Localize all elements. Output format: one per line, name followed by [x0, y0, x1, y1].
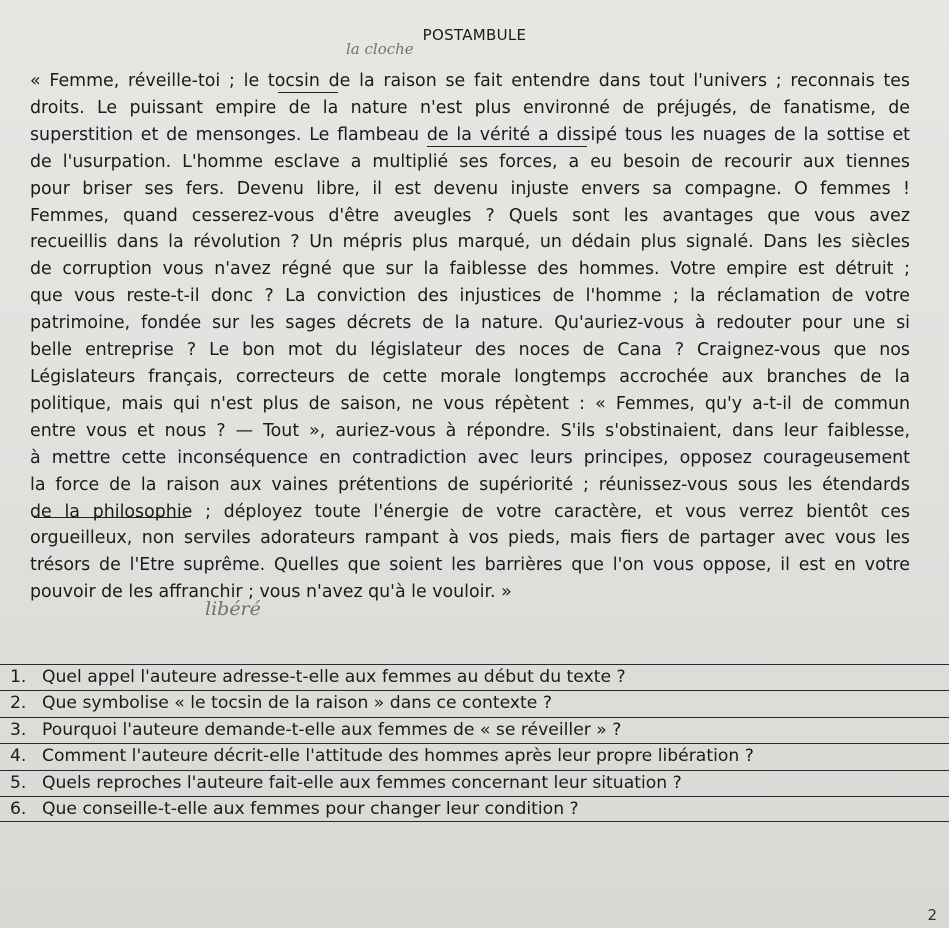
question-item — [0, 743, 949, 769]
passage-text — [30, 68, 910, 606]
passage-line: « Femme, réveille-toi ; le tocsin de la raison se fait entendre dans tout l'univers ; reconnais tes — [30, 71, 910, 91]
passage-line: pouvoir de les affranchir ; vous n'avez qu'à le vouloir. » — [30, 582, 512, 603]
passage-line: recueillis dans la révolution ? Un mépris plus marqué, un dédain plus signalé. Dans les siècles — [30, 232, 910, 253]
passage-line: pour briser ses fers. Devenu libre, il est devenu injuste envers sa compagne. O femmes ! — [30, 178, 910, 199]
question-number: 1. — [10, 667, 27, 687]
question-item — [0, 690, 949, 716]
question-number: 5. — [10, 772, 27, 793]
question-number: 2. — [10, 693, 27, 714]
passage-line: de l'usurpation. L'homme esclave a multiplié ses forces, a eu besoin de recourir aux tiennes — [30, 151, 910, 172]
question-text: Quel appel l'auteure adresse-t-elle aux femmes au début du texte ? — [42, 667, 626, 687]
passage-line: trésors de l'Etre suprême. Quelles que soient les barrières que l'on vous oppose, il est en votre — [30, 555, 910, 576]
passage-line: que vous reste-t-il donc ? La conviction des injustices de l'homme ; la réclamation de votre — [30, 286, 910, 307]
question-text: Quels reproches l'auteure fait-elle aux femmes concernant leur situation ? — [42, 772, 682, 793]
passage-line: la force de la raison aux vaines prétentions de supériorité ; réunissez-vous sous les étendards — [30, 474, 910, 495]
handwritten-note-cloche: la cloche — [346, 40, 414, 58]
passage-line: patrimoine, fondée sur les sages décrets de la nature. Qu'auriez-vous à redouter pour une si — [30, 313, 910, 334]
passage-line: à mettre cette inconséquence en contradiction avec leurs principes, opposez courageusement — [30, 447, 910, 468]
passage-line: politique, mais qui n'est plus de saison, ne vous répètent : « Femmes, qu'y a-t-il de commun — [30, 393, 910, 414]
passage-line: belle entreprise ? Le bon mot du législateur des noces de Cana ? Craignez-vous que nos — [30, 340, 910, 361]
question-number: 4. — [10, 746, 27, 767]
question-text: Que conseille-t-elle aux femmes pour changer leur condition ? — [42, 798, 579, 819]
question-text: Que symbolise « le tocsin de la raison » dans ce contexte ? — [42, 693, 552, 714]
question-text: Pourquoi l'auteure demande-t-elle aux femmes de « se réveiller » ? — [42, 719, 622, 740]
question-item — [0, 717, 949, 743]
page-number: 2 — [927, 906, 937, 924]
question-item — [0, 796, 949, 822]
passage-line: Législateurs français, correcteurs de cette morale longtemps accrochée aux branches de la — [30, 366, 910, 387]
question-item — [0, 770, 949, 796]
passage-line: droits. Le puissant empire de la nature n'est plus environné de préjugés, de fanatisme, de — [30, 97, 910, 118]
passage-line: Femmes, quand cesserez-vous d'être aveugles ? Quels sont les avantages que vous avez — [30, 205, 910, 226]
question-list — [0, 664, 949, 822]
passage-line: de corruption vous n'avez régné que sur la faiblesse des hommes. Votre empire est détruit ; — [30, 259, 910, 280]
passage-line: de la philosophie ; déployez toute l'énergie de votre caractère, et vous verrez bientôt ces — [30, 501, 910, 522]
passage-line: superstition et de mensonges. Le flambeau de la vérité a dissipé tous les nuages de la sottise et — [30, 124, 910, 145]
question-text: Comment l'auteure décrit-elle l'attitude des hommes après leur propre libération ? — [42, 746, 754, 767]
passage-line: entre vous et nous ? — Tout », auriez-vous à répondre. S'ils s'obstinaient, dans leur faiblesse, — [30, 420, 910, 441]
question-number: 6. — [10, 798, 27, 819]
passage-line: orgueilleux, non serviles adorateurs rampant à vos pieds, mais fiers de partager avec vous les — [30, 528, 910, 549]
page-title: POSTAMBULE — [422, 26, 527, 44]
handwritten-note-libere: libéré — [205, 598, 261, 620]
question-item — [0, 664, 949, 690]
question-number: 3. — [10, 719, 27, 740]
